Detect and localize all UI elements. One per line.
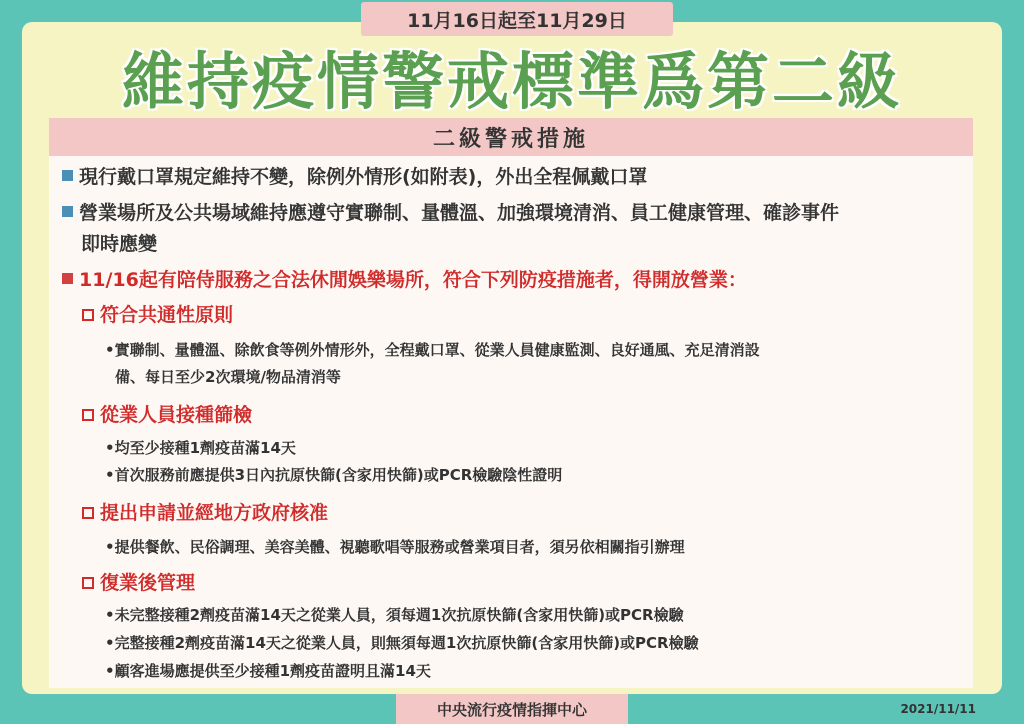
main-title: 維持疫情警戒標準爲第二級	[121, 44, 902, 118]
bullet-mask-rule	[62, 162, 647, 189]
list-item: •實聯制、量體溫、除飲食等例外情形外，全程戴口罩、從業人員健康監測、良好通風、充足清消設	[105, 341, 760, 359]
content-area	[49, 156, 973, 688]
bullet-text: 即時應變	[81, 233, 158, 255]
checkbox-outline-icon	[82, 409, 94, 421]
list-item: 備、每日至少2次環境/物品清消等	[115, 368, 341, 386]
section-header: 二級警戒措施	[49, 118, 973, 156]
checkbox-outline-icon	[82, 507, 94, 519]
subsection-heading-application: 提出申請並經地方政府核准	[82, 498, 328, 525]
checkbox-outline-icon	[82, 309, 94, 321]
bullet-text: 營業場所及公共場域維持應遵守實聯制、量體溫、加強環境清消、員工健康管理、確診事件	[79, 202, 840, 224]
list-item: •未完整接種2劑疫苗滿14天之從業人員，須每週1次抗原快篩(含家用快篩)或PCR檢驗	[105, 606, 684, 624]
list-item: •首次服務前應提供3日內抗原快篩(含家用快篩)或PCR檢驗陰性證明	[105, 466, 563, 484]
list-item: •提供餐飲、民俗調理、美容美體、視聽歌唱等服務或營業項目者，須另依相關指引辦理	[105, 538, 685, 556]
bullet-entertainment-reopen	[62, 265, 747, 292]
red-square-icon	[62, 273, 73, 284]
date-range-badge: 11月16日起至11月29日	[361, 2, 673, 36]
footer-date: 2021/11/11	[900, 702, 976, 716]
checkbox-outline-icon	[82, 577, 94, 589]
subsection-heading-post-reopen: 復業後管理	[82, 568, 195, 595]
list-item: •顧客進場應提供至少接種1劑疫苗證明且滿14天	[105, 662, 431, 680]
bullet-venue-rule	[62, 198, 839, 225]
list-item: •均至少接種1劑疫苗滿14天	[105, 439, 296, 457]
subsection-heading-staff-vaccination: 從業人員接種篩檢	[82, 400, 252, 427]
subsection-heading-common-principles: 符合共通性原則	[82, 300, 233, 327]
bullet-text: 現行戴口罩規定維持不變，除例外情形(如附表)，外出全程佩戴口罩	[79, 166, 648, 188]
bullet-text: 11/16起有陪侍服務之合法休閒娛樂場所，符合下列防疫措施者，得開放營業：	[79, 269, 747, 291]
blue-square-icon	[62, 170, 73, 181]
bullet-venue-rule-continued	[81, 229, 157, 256]
blue-square-icon	[62, 206, 73, 217]
footer-org-badge: 中央流行疫情指揮中心	[396, 694, 628, 724]
list-item: •完整接種2劑疫苗滿14天之從業人員，則無須每週1次抗原快篩(含家用快篩)或PCR檢驗	[105, 634, 699, 652]
